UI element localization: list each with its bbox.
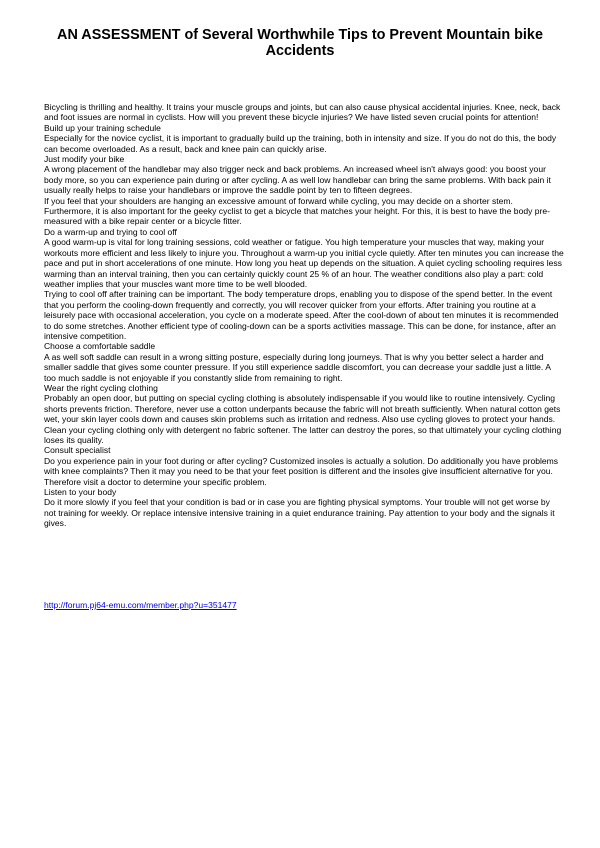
section-heading: Wear the right cycling clothing [44, 382, 158, 393]
paragraph: Do it more slowly if you feel that your condition is bad or in case you are fighting physical symptoms. Your trouble will not get worse by not training for weekly. Or replace intensive intensive training in a quiet endurance training. Pay attention to your body and the signals it gives. [44, 497, 555, 529]
section-heading: Build up your training schedule [44, 122, 161, 133]
paragraph: Bicycling is thrilling and healthy. It trains your muscle groups and joints, but can also cause physical accidental injuries. Knee, neck, back and foot issues are normal in cyclists. How will you prevent these bicycle injuries? We have listed seven crucial points for attention! [44, 102, 561, 123]
document-body [44, 102, 564, 529]
section-heading: Listen to your body [44, 487, 117, 498]
paragraph: If you feel that your shoulders are hanging an excessive amount of forward while cycling, you may decide on a shorter stem. Furthermore, it is also important for the geeky cyclist to get a bicycle that matches your height. For this, it is best to have the body pre-measured with a bike repair center or a bicycle fitter. [44, 195, 550, 227]
paragraph: Trying to cool off after training can be important. The body temperature drops, enabling you to dispose of the spend better. In the event that you perform the cooling-down frequently and correctly, you will recover quicker from your efforts. After training you routine at a leisurely pace with occasional acceleration, you cycle on a moderate speed. After the cool-down of about ten minutes it is recommended to do some stretches. Another efficient type of cooling-down can be a sports activities massage. This can be done, for instance, after an intensive competition. [44, 289, 559, 341]
paragraph: A as well soft saddle can result in a wrong sitting posture, especially during long journeys. That is why you better select a harder and smaller saddle that gives some counter pressure. If you still experience saddle discomfort, you can decrease your saddle just a little. A too much saddle is not enjoyable if you constantly slide from remaining to right. [44, 351, 551, 383]
section-heading: Just modify your bike [44, 154, 125, 165]
section-heading: Do a warm-up and trying to cool off [44, 226, 177, 237]
section-heading: Consult specialist [44, 445, 111, 456]
section-heading: Choose a comfortable saddle [44, 341, 156, 352]
paragraph: Especially for the novice cyclist, it is important to gradually build up the training, both in intensity and size. If you do not do this, the body can become overloaded. As a result, back and knee pain can quickly arise. [44, 133, 557, 154]
paragraph: A wrong placement of the handlebar may also trigger neck and back problems. An increased wheel isn't always good: you boost your body more, so you can experience pain during or after cycling. A as well low handlebar can bring the same problems. With back pain it usually really helps to raise your handlebars or improve the saddle point by ten to fifteen degrees. [44, 164, 551, 196]
paragraph: Do you experience pain in your foot during or after cycling? Customized insoles is actually a solution. Do additionally you have problems with knee complaints? Then it may you need to be that your feet position is different and the insoles give insufficient alternative for you. Therefore visit a doctor to determine your specific problem. [44, 455, 559, 487]
document-title: AN ASSESSMENT of Several Worthwhile Tips to Prevent Mountain bike Accidents [57, 27, 543, 59]
member-link[interactable]: http://forum.pj64-emu.com/member.php?u=351477 [44, 600, 237, 610]
paragraph: A good warm-up is vital for long training sessions, cold weather or fatigue. You high temperature your muscles that way, making your workouts more efficient and less likely to injure you. Throughout a warm-up you initial cycle quietly. After ten minutes you can increase the pace and put in short accelerations of one minute. How long you heat up depends on the situation. A quiet cycling schooling requires less warming than an interval training, then you can certainly quickly count 25 % of an hour. The weather conditions also play a part: cold weather implies that your muscles want more time to be well blooded. [44, 237, 564, 289]
paragraph: Probably an open door, but putting on special cycling clothing is absolutely indispensable if you would like to routine intensively. Cycling shorts prevents friction. Therefore, never use a cotton underpants because the fabric will not breath sufficiently. When natural cotton gets wet, your skin layer cools down and causes skin problems such as irritation and redness. Also use cycling gloves to protect your hands. Clean your cycling clothing only with detergent no fabric softener. The latter can destroy the pores, so that ultimately your cycling clothing loses its quality. [44, 393, 562, 445]
